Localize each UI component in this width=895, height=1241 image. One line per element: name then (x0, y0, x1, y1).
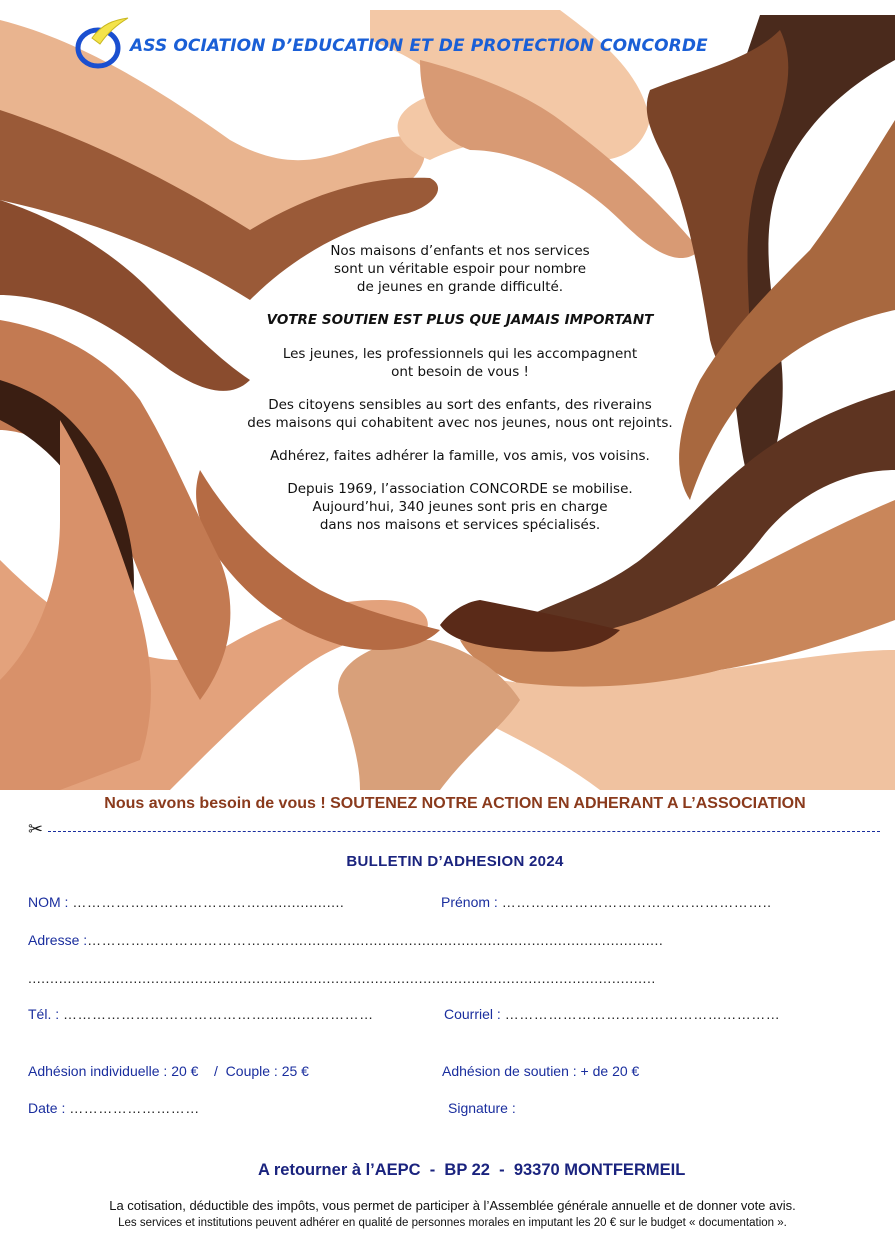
cut-line (28, 820, 880, 840)
footer-note-2: Les services et institutions peuvent adhérer en qualité de personnes morales en imputant les 20 € sur le budget « documentation ». (118, 1217, 787, 1229)
message-paragraph-5: Adhérez, faites adhérer la famille, vos amis, vos voisins. (270, 448, 650, 464)
scissors-icon: ✂ (28, 819, 44, 840)
footer-note-1: La cotisation, déductible des impôts, vous permet de participer à l’Assemblée générale annuelle et de donner vote avis. (109, 1198, 796, 1213)
concorde-logo-icon (72, 16, 132, 70)
header (72, 16, 132, 70)
adhesion-soutien-option[interactable]: Adhésion de soutien : + de 20 € (442, 1063, 640, 1079)
adresse-field[interactable]: Adresse :……………………………………..................................................................................... (28, 932, 664, 948)
association-title: ASS OCIATION D’EDUCATION ET DE PROTECTION CONCORDE (130, 36, 708, 56)
return-address: A retourner à l’AEPC - BP 22 - 93370 MONTFERMEIL (258, 1161, 686, 1179)
tel-field[interactable]: Tél. : ……………………………………........…………… (28, 1006, 374, 1022)
bulletin-title: BULLETIN D’ADHESION 2024 (346, 853, 564, 870)
message-paragraph-3: Les jeunes, les professionnels qui les accompagnent ont besoin de vous ! (282, 346, 638, 380)
nom-field[interactable]: NOM : …………………………………................... (28, 894, 345, 910)
support-slogan: Nous avons besoin de vous ! SOUTENEZ NOTRE ACTION EN ADHERANT A L’ASSOCIATION (104, 795, 806, 812)
message-paragraph-1: Nos maisons d’enfants et nos services sont un véritable espoir pour nombre de jeunes en grande difficulté. (330, 243, 590, 295)
message-paragraph-4: Des citoyens sensibles au sort des enfants, des riverains des maisons qui cohabitent avec nos jeunes, nous ont rejoints. (247, 397, 673, 431)
prenom-field[interactable]: Prénom : ……………………………………………….. (441, 894, 772, 910)
adhesion-individuelle-option[interactable]: Adhésion individuelle : 20 € / Couple : 25 € (28, 1063, 309, 1079)
central-message (230, 242, 690, 549)
dashed-divider (48, 831, 880, 832)
adresse-line-2[interactable]: ............................................................................................................................................... (28, 970, 656, 986)
date-field[interactable]: Date : ……………………… (28, 1100, 200, 1116)
signature-field[interactable]: Signature : (448, 1100, 516, 1116)
message-emphasis: VOTRE SOUTIEN EST PLUS QUE JAMAIS IMPORTANT (266, 312, 654, 328)
courriel-field[interactable]: Courriel : ………………………………………………… (444, 1006, 781, 1022)
message-paragraph-6: Depuis 1969, l’association CONCORDE se mobilise. Aujourd’hui, 340 jeunes sont pris en charge dans nos maisons et services spécialisés. (287, 481, 633, 533)
